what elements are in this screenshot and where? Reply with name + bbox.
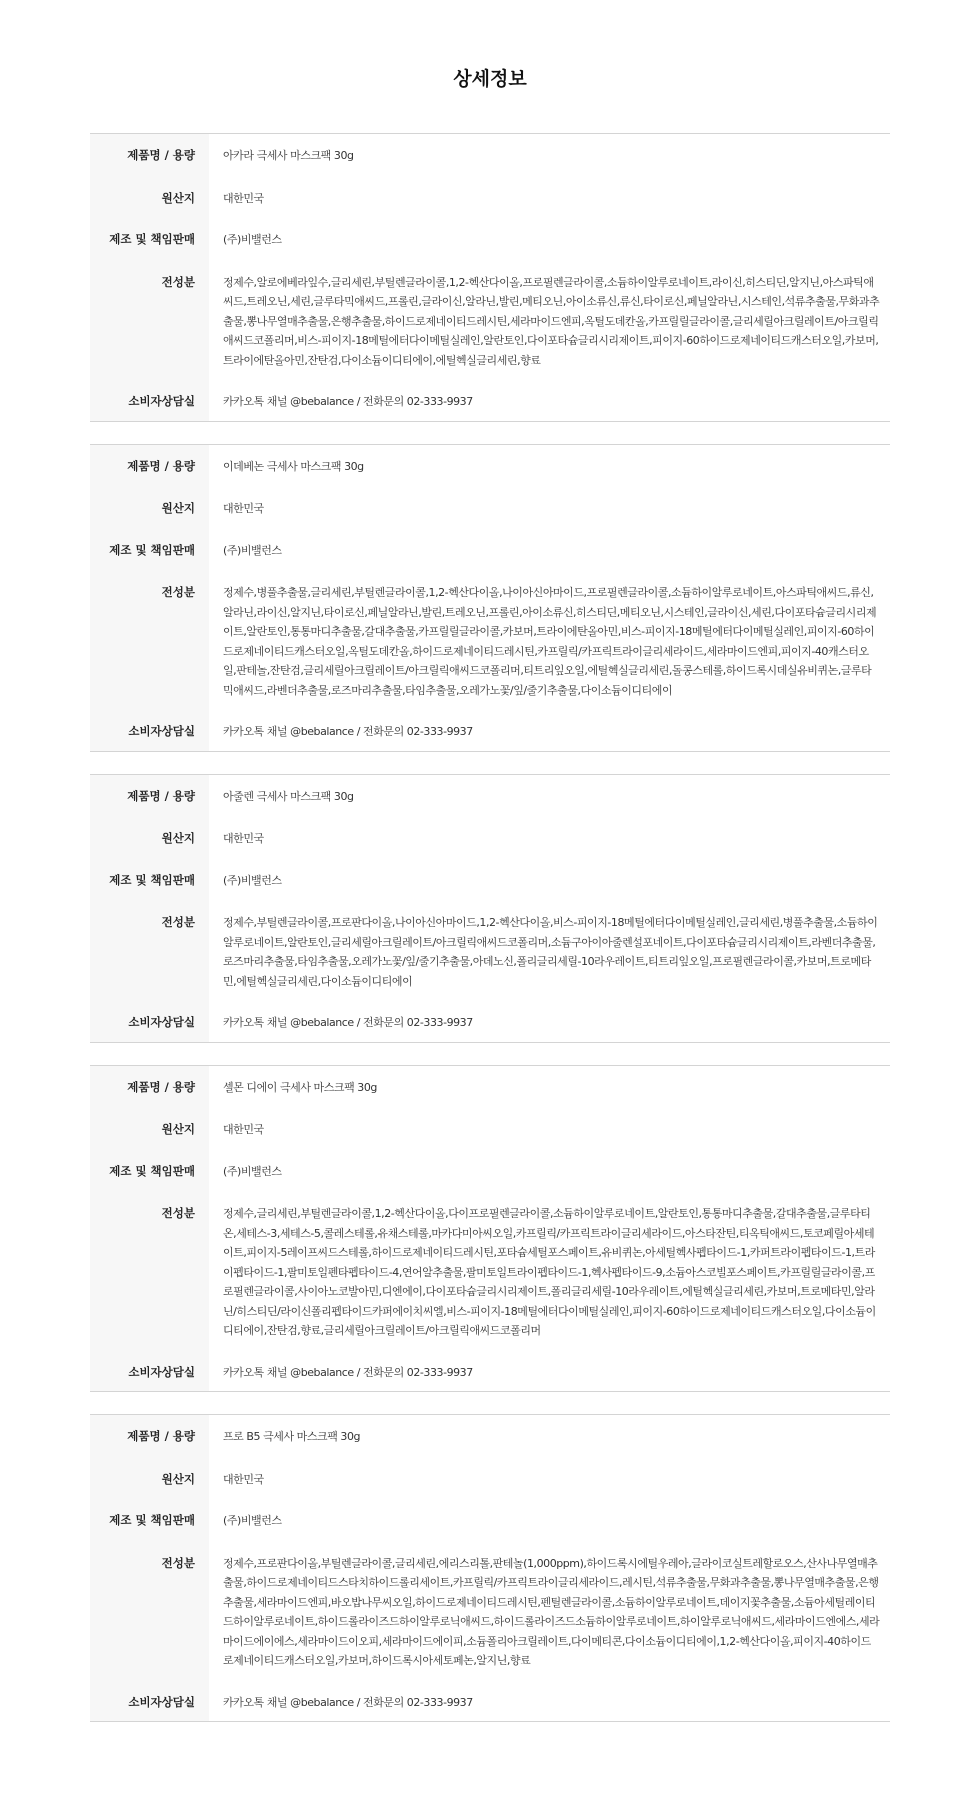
product-table [90, 444, 890, 752]
value-consult: 카카오톡 채널 @bebalance / 전화문의 02-333-9937 [223, 1016, 473, 1029]
product-table [90, 133, 890, 422]
label-consult: 소비자상담실 [90, 383, 209, 421]
page-title: 상세정보 [453, 68, 527, 90]
value-ingredients: 정제수,프로판다이올,부틸렌글라이콜,글리세린,에리스리톨,판테놀(1,000ppm),하이드록시에틸우레아,글라이코실트레할로오스,산사나무열매추출물,하이드로제네이티드스타치하이드롤리세이트,카프릴릭/카프릭트라이글리세라이드,레시틴,석류추출물,무화과추출물,뽕나무열매추출물,은행추출물,세라마이드엔피,바오밥나무씨오일,하이드로제네이티드레시틴,펜틸렌글라이콜,소듐하이알루로네이트,데이지꽃추출물,소듐아세틸레이티드하이알루로네이트,하이드롤라이즈드하이알루로닉애씨드,하이드롤라이즈드소듐하이알루로네이트,하이알루로닉애씨드,세라마이드엔에스,세라마이드에이에스,세라마이드이오피,세라마이드에이피,소듐폴리아크릴레이트,다이메티콘,다이소듐이디티에이,1,2-헥산다이올,피이지-40하이드로제네이티드캐스터오일,카보머,하이드록시아세토페논,알지닌,향료 [223, 1556, 880, 1667]
label-maker: 제조 및 책임판매 [90, 530, 209, 572]
product-table [90, 1414, 890, 1722]
label-ingredients: 전성분 [90, 901, 209, 1004]
value-product-name: 셀몬 디에이 극세사 마스크팩 30g [223, 1080, 377, 1094]
row-origin [90, 1459, 890, 1501]
row-consult [90, 383, 890, 421]
label-maker: 제조 및 책임판매 [90, 860, 209, 902]
row-product-name [90, 134, 890, 178]
label-product-name: 제품명 / 용량 [90, 1065, 209, 1109]
value-ingredients: 정제수,병풀추출물,글리세린,부틸렌글라이콜,1,2-헥산다이올,나이아신아마이드,프로필렌글라이콜,소듐하이알루로네이트,아스파틱애씨드,류신,알라닌,라이신,알지닌,타이로신,페닐알라닌,발린,트레오닌,프롤린,아이소류신,히스티딘,메티오닌,시스테인,글라이신,세린,다이포타슘글리시리제이트,알란토인,통통마디추출물,갈대추출물,카프릴릴글라이콜,카보머,트라이에탄올아민,비스-피이지-18메틸에터다이메틸실레인,피이지-60하이드로제네이티드캐스터오일,옥틸도데칸올,하이드로제네이티드레시틴,카프릴릭/카프릭트라이글리세라이드,세라마이드엔피,피이지-40캐스터오일,판테놀,잔탄검,글리세릴아크릴레이트/아크릴릭애씨드코폴리머,티트리잎오일,에틸헥실글리세린,돌콩스테롤,하이드록시데실유비퀴논,글루타믹애씨드,라벤더추출물,로즈마리추출물,타임추출물,오레가노꽃/잎/줄기추출물,다이소듐이디티에이 [223, 586, 877, 697]
value-ingredients: 정제수,부틸렌글라이콜,프로판다이올,나이아신아마이드,1,2-헥산다이올,비스-피이지-18메틸에터다이메틸실레인,글리세린,병풀추출물,소듐하이알루로네이트,알란토인,글리세릴아크릴레이트/아크릴릭애씨드코폴리머,소듐구아이아줄렌설포네이트,다이포타슘글리시리제이트,라벤더추출물,로즈마리추출물,타임추출물,오레가노꽃/잎/줄기추출물,아데노신,폴리글리세릴-10라우레이트,티트리잎오일,프로필렌글라이콜,카보머,트로메타민,에틸헥실글리세린,다이소듐이디티에이 [223, 916, 878, 988]
label-ingredients: 전성분 [90, 571, 209, 713]
label-consult: 소비자상담실 [90, 1004, 209, 1042]
table-gap [90, 752, 890, 774]
row-ingredients [90, 261, 890, 384]
value-ingredients: 정제수,글리세린,부틸렌글라이콜,1,2-헥산다이올,다이프로필렌글라이콜,소듐하이알루로네이트,알란토인,통통마디추출물,갈대추출물,글루타티온,세테스-3,세테스-5,콜레스테롤,유채스테롤,마카다미아씨오일,카프릴릭/카프릭트라이글리세라이드,아스타잔틴,티옥틱애씨드,토코페릴아세테이트,피이지-5레이프씨드스테롤,하이드로제네이티드레시틴,포타슘세틸포스페이트,유비퀴논,아세틸헥사펩타이드-1,카퍼트라이펩타이드-1,트라이펩타이드-1,팔미토일펜타펩타이드-4,연어알추출물,팔미토일트라이펩타이드-1,헥사펩타이드-9,소듐아스코빌포스페이트,카프릴릴글라이콜,프로필렌글라이콜,사이아노코발아민,디엔에이,다이포타슘글리시리제이트,폴리글리세릴-10라우레이트,에틸헥실글리세린,카보머,트로메타민,알라닌/히스티딘/라이신폴리펩타이드카퍼에이치씨엘,비스-피이지-18메틸에터다이메틸실레인,피이지-60하이드로제네이티드캐스터오일,다이소듐이디티에이,잔탄검,향료,글리세릴아크릴레이트/아크릴릭애씨드코폴리머 [223, 1207, 876, 1337]
row-product-name [90, 1415, 890, 1459]
label-ingredients: 전성분 [90, 1542, 209, 1684]
value-origin: 대한민국 [223, 502, 264, 515]
value-consult: 카카오톡 채널 @bebalance / 전화문의 02-333-9937 [223, 395, 473, 408]
product-info-list [90, 133, 890, 1722]
value-consult: 카카오톡 채널 @bebalance / 전화문의 02-333-9937 [223, 725, 473, 738]
value-product-name: 아카라 극세사 마스크팩 30g [223, 149, 354, 162]
value-product-name: 이데베논 극세사 마스크팩 30g [223, 459, 364, 473]
table-gap [90, 1392, 890, 1414]
row-ingredients [90, 1192, 890, 1354]
row-origin [90, 1109, 890, 1151]
row-maker [90, 860, 890, 902]
label-maker: 제조 및 책임판매 [90, 219, 209, 261]
label-product-name: 제품명 / 용량 [90, 134, 209, 178]
value-maker: (주)비밸런스 [223, 1514, 282, 1527]
row-ingredients [90, 901, 890, 1004]
label-product-name: 제품명 / 용량 [90, 1415, 209, 1459]
label-consult: 소비자상담실 [90, 1684, 209, 1722]
row-origin [90, 818, 890, 860]
row-ingredients [90, 571, 890, 713]
row-consult [90, 713, 890, 751]
label-origin: 원산지 [90, 1109, 209, 1151]
row-origin [90, 488, 890, 530]
row-product-name [90, 774, 890, 818]
label-ingredients: 전성분 [90, 1192, 209, 1354]
row-consult [90, 1004, 890, 1042]
label-ingredients: 전성분 [90, 261, 209, 384]
value-origin: 대한민국 [223, 1472, 264, 1486]
value-product-name: 아줄렌 극세사 마스크팩 30g [223, 789, 354, 803]
label-origin: 원산지 [90, 178, 209, 220]
row-ingredients [90, 1542, 890, 1684]
label-maker: 제조 및 책임판매 [90, 1151, 209, 1193]
label-origin: 원산지 [90, 488, 209, 530]
value-maker: (주)비밸런스 [223, 873, 282, 887]
row-consult [90, 1354, 890, 1392]
product-table [90, 1065, 890, 1393]
value-origin: 대한민국 [223, 191, 264, 205]
label-origin: 원산지 [90, 1459, 209, 1501]
value-origin: 대한민국 [223, 1123, 264, 1136]
row-product-name [90, 444, 890, 488]
value-maker: (주)비밸런스 [223, 543, 282, 557]
table-gap [90, 422, 890, 444]
value-product-name: 프로 B5 극세사 마스크팩 30g [223, 1430, 361, 1443]
label-maker: 제조 및 책임판매 [90, 1500, 209, 1542]
row-product-name [90, 1065, 890, 1109]
value-consult: 카카오톡 채널 @bebalance / 전화문의 02-333-9937 [223, 1695, 473, 1709]
row-maker [90, 1500, 890, 1542]
table-gap [90, 1043, 890, 1065]
label-consult: 소비자상담실 [90, 713, 209, 751]
row-maker [90, 530, 890, 572]
label-consult: 소비자상담실 [90, 1354, 209, 1392]
label-product-name: 제품명 / 용량 [90, 774, 209, 818]
label-product-name: 제품명 / 용량 [90, 444, 209, 488]
row-origin [90, 178, 890, 220]
product-table [90, 774, 890, 1043]
value-maker: (주)비밸런스 [223, 1164, 282, 1178]
value-ingredients: 정제수,알로에베라잎수,글리세린,부틸렌글라이콜,1,2-헥산다이올,프로필렌글라이콜,소듐하이알루로네이트,라이신,히스티딘,알지닌,아스파틱애씨드,트레오닌,세린,글루타믹애씨드,프롤린,글라이신,알라닌,발린,메티오닌,아이소류신,류신,타이로신,페닐알라닌,시스테인,석류추출물,무화과추출물,뽕나무열매추출물,은행추출물,하이드로제네이티드레시틴,세라마이드엔피,옥틸도데칸올,카프릴릴글라이콜,글리세릴아크릴레이트/아크릴릭애씨드코폴리머,비스-피이지-18메틸에터다이메틸실레인,알란토인,다이포타슘글리시리제이트,피이지-60하이드로제네이티드캐스터오일,카보머,트라이에탄올아민,잔탄검,다이소듐이디티에이,에틸헥실글리세린,향료 [223, 275, 880, 367]
value-consult: 카카오톡 채널 @bebalance / 전화문의 02-333-9937 [223, 1365, 473, 1379]
label-origin: 원산지 [90, 818, 209, 860]
row-maker [90, 1151, 890, 1193]
value-origin: 대한민국 [223, 832, 264, 845]
row-consult [90, 1684, 890, 1722]
row-maker [90, 219, 890, 261]
value-maker: (주)비밸런스 [223, 233, 282, 246]
